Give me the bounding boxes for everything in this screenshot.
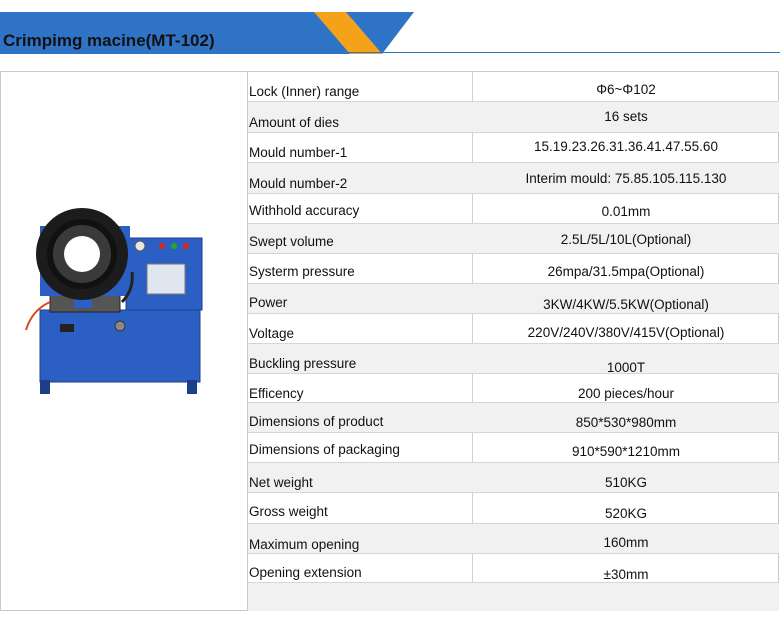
spec-label: Power [249, 295, 288, 310]
spec-row [248, 433, 779, 463]
spec-table [248, 71, 779, 611]
spec-value: 3KW/4KW/5.5KW(Optional) [543, 297, 709, 312]
spec-row [248, 194, 779, 224]
page-title: Crimpimg macine(MT-102) [3, 31, 215, 50]
spec-label: Net weight [249, 475, 313, 490]
spec-row [248, 71, 779, 102]
spec-value: ±30mm [603, 567, 649, 582]
hose-crimping-machine-image [22, 190, 212, 400]
spec-label: Gross weight [249, 504, 328, 519]
spec-row [248, 554, 779, 583]
spec-value: 2.5L/5L/10L(Optional) [560, 232, 692, 247]
spec-row [248, 254, 779, 284]
header-underline [0, 52, 780, 53]
spec-label: Systerm pressure [249, 264, 355, 279]
spec-row [248, 524, 779, 554]
spec-row [248, 163, 779, 194]
spec-label: Mould number-2 [249, 176, 348, 191]
spec-label: Swept volume [249, 234, 334, 249]
spec-row [248, 133, 779, 163]
spec-value: 16 sets [604, 109, 648, 124]
spec-row [248, 102, 779, 133]
spec-value: 0.01mm [601, 204, 651, 219]
spec-row-empty [248, 583, 779, 611]
spec-row [248, 224, 779, 254]
spec-label: Mould number-1 [249, 145, 348, 160]
spec-value: 910*590*1210mm [571, 444, 681, 459]
spec-row [248, 374, 779, 403]
spec-value: 220V/240V/380V/415V(Optional) [527, 325, 725, 340]
spec-label: Efficency [249, 386, 304, 401]
spec-value: 510KG [604, 475, 648, 490]
spec-value: Interim mould: 75.85.105.115.130 [525, 171, 727, 186]
spec-label: Lock (Inner) range [249, 84, 360, 99]
spec-value: 15.19.23.26.31.36.41.47.55.60 [534, 139, 718, 154]
spec-label: Maximum opening [249, 537, 360, 552]
spec-value: 1000T [606, 360, 646, 375]
spec-row [248, 463, 779, 493]
spec-label: Opening extension [249, 565, 362, 580]
spec-value: 200 pieces/hour [577, 386, 675, 401]
spec-label: Voltage [249, 326, 295, 341]
spec-value: 160mm [603, 535, 649, 550]
banner-stripe-decoration [300, 12, 420, 54]
spec-row [248, 493, 779, 524]
page-header [0, 0, 780, 60]
spec-label: Dimensions of packaging [249, 442, 400, 457]
spec-row [248, 344, 779, 374]
spec-label: Amount of dies [249, 115, 340, 130]
spec-label: Buckling pressure [249, 356, 357, 371]
spec-value: 850*530*980mm [575, 415, 677, 430]
spec-row [248, 284, 779, 314]
spec-value: 26mpa/31.5mpa(Optional) [547, 264, 705, 279]
spec-row [248, 314, 779, 344]
spec-label: Dimensions of product [249, 414, 384, 429]
spec-value: 520KG [604, 506, 648, 521]
spec-row [248, 403, 779, 433]
spec-label: Withhold accuracy [249, 203, 360, 218]
spec-value: Φ6~Φ102 [596, 82, 656, 97]
